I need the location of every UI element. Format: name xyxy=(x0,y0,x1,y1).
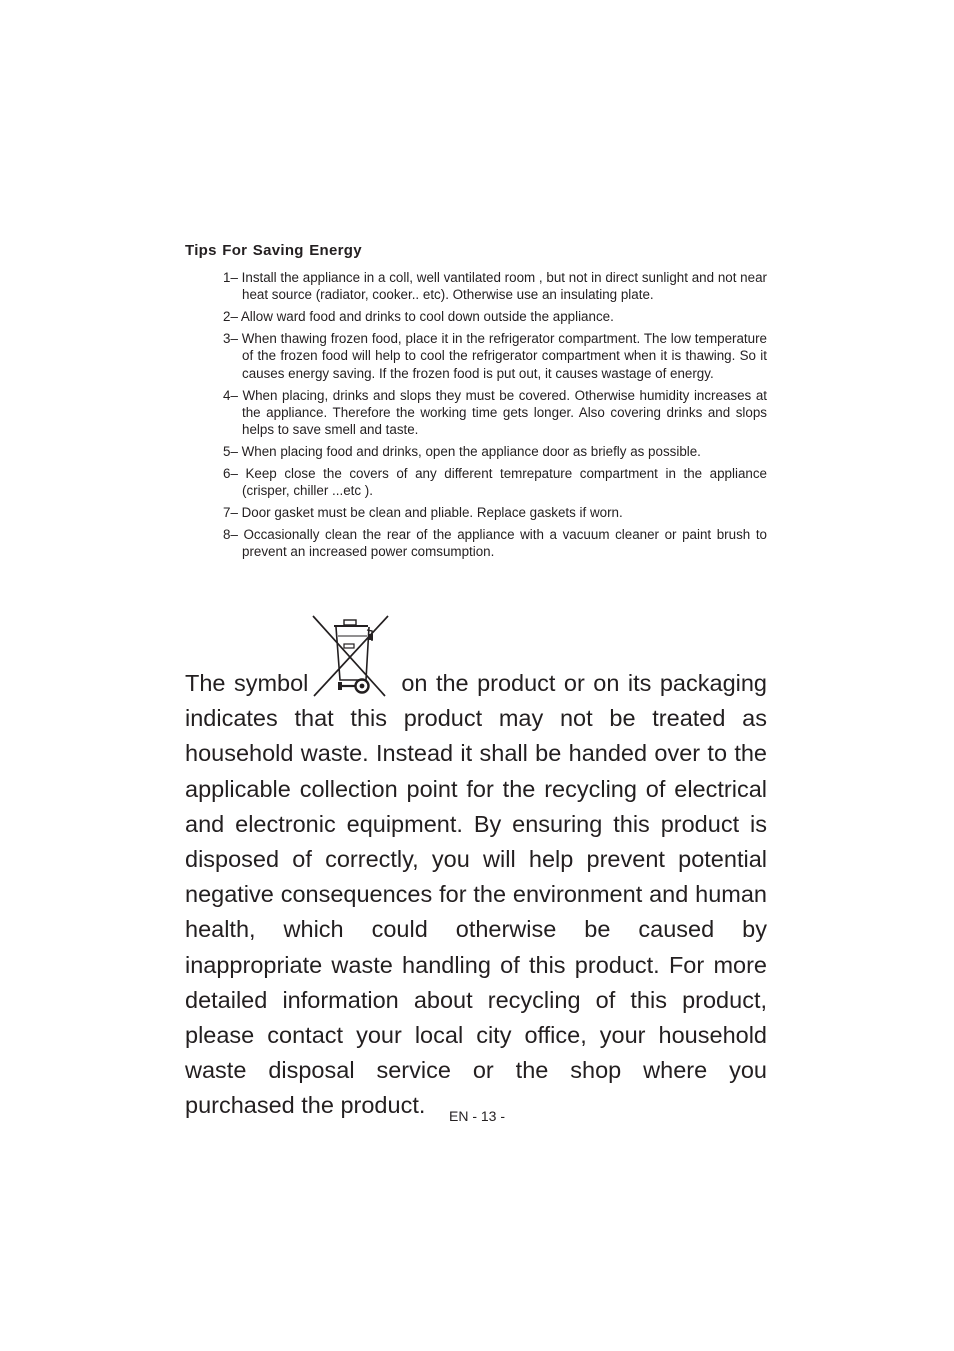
section-heading-energy-tips: Tips For Saving Energy xyxy=(185,242,362,259)
page-number: EN - 13 - xyxy=(448,1108,505,1124)
list-item: 8– Occasionally clean the rear of the appliance with a vacuum cleaner or paint brush to prevent an increased power comsumption. xyxy=(223,527,767,560)
weee-body-text: on the product or on its packaging indicates that this product may not be treated as household waste. Instead it shall be handed over to the applicable collection point for the recycling of electrical and electronic equipment. By ensuring this product is disposed of correctly, you will help prevent potential negative consequences for the environment and human health, which could otherwise be caused by inappropriate waste handling of this product. For more detailed information about recycling of this product, please contact your local city office, your household waste disposal service or the shop where you purchased the product. xyxy=(185,670,767,1119)
energy-tips-list xyxy=(223,269,767,565)
weee-disposal-notice xyxy=(185,666,767,1124)
list-item: 3– When thawing frozen food, place it in the refrigerator compartment. The low temperature of the frozen food will help to cool the refrigerator compartment when it is thawing. So it causes energy saving. If the frozen food is put out, it causes wastage of energy. xyxy=(223,331,767,381)
symbol-placeholder xyxy=(317,671,393,691)
list-item: 4– When placing, drinks and slops they must be covered. Otherwise humidity increases at the appliance. Therefore the working time gets longer. Also covering drinks and slops helps to save smell and taste. xyxy=(223,387,767,438)
list-item: 1– Install the appliance in a coll, well vantilated room , but not in direct sunlight and not near heat source (radiator, cooker.. etc). Otherwise use an insulating plate. xyxy=(223,270,767,303)
list-item: 7– Door gasket must be clean and pliable. Replace gaskets if worn. xyxy=(223,505,623,521)
list-item: 2– Allow ward food and drinks to cool down outside the appliance. xyxy=(223,309,614,325)
weee-lead-text: The symbol xyxy=(185,670,309,696)
list-item: 6– Keep close the covers of any different temrepature compartment in the appliance (crisper, chiller ...etc ). xyxy=(223,465,767,499)
list-item: 5– When placing food and drinks, open the appliance door as briefly as possible. xyxy=(223,444,701,460)
